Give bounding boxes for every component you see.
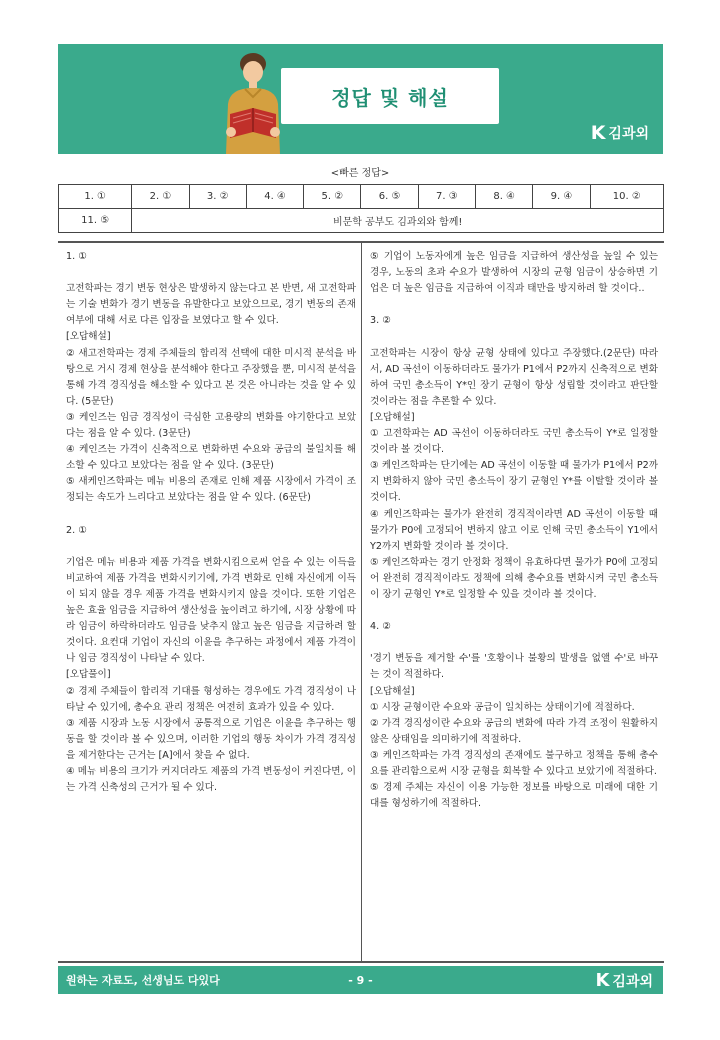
explanation-paragraph: [오답해설]	[66, 331, 111, 343]
answer-cell: 5. ②	[304, 185, 361, 209]
explanation-paragraph: ③ 케인즈학파는 가격 경직성의 존재에도 불구하고 정책을 통해 총수요를 관리함으로써 시장 균형을 회복할 수 있다고 보았기에 적절하다.	[370, 749, 658, 777]
brand-logo	[591, 122, 649, 144]
explanation-paragraph: ⑤ 새케인즈학파는 메뉴 비용의 존재로 인해 제품 시장에서 가격이 조정되는 속도가 느리다고 보았다는 점을 알 수 있다. (6문단)	[66, 476, 356, 504]
explanation-paragraph	[66, 265, 356, 281]
title-box	[281, 68, 499, 124]
answer-cell: 1. ①	[59, 185, 132, 209]
answer-cell: 3. ②	[189, 185, 246, 209]
explanation-paragraph: [오답풀이]	[66, 669, 111, 681]
brand-name: 김과외	[608, 126, 649, 142]
explanation-paragraph: ① 시장 균형이란 수요와 공급이 일치하는 상태이기에 적절하다.	[370, 701, 635, 713]
footer-logo	[595, 970, 653, 991]
explanation-paragraph: ② 가격 경직성이란 수요와 공급의 변화에 따라 가격 조정이 원활하지 않은 상태임을 의미하기에 적절하다.	[370, 717, 658, 745]
explanation-paragraph: ② 새고전학파는 경제 주체들의 합리적 선택에 대한 미시적 분석을 바탕으로 거시 경제 현상을 분석해야 한다고 주장했을 뿐, 미시적 분석을 통해 가격 경직성을 해소할 수 있다고 본 것은 아니라는 것을 알 수 있다. (5문단)	[66, 347, 356, 407]
k-logo-icon: K	[595, 970, 610, 991]
explanation-paragraph: [오답해설]	[370, 411, 415, 423]
answer-cell: 7. ③	[418, 185, 475, 209]
explanation-paragraph: ⑤ 기업이 노동자에게 높은 임금을 지급하여 생산성을 높일 수 있는 경우, 노동의 초과 수요가 발생하여 시장의 균형 임금이 상승하면 기업은 더 높은 임금을 지급하여 이직과 태만을 방지하려 할 것이다..	[370, 251, 658, 295]
footer-slogan: 원하는 자료도, 선생님도 다있다	[66, 974, 220, 987]
explanation-paragraph	[370, 297, 658, 313]
answer-cell: 9. ④	[533, 185, 590, 209]
page-title: 정답 및 해설	[331, 85, 449, 110]
explanation-paragraph	[66, 539, 356, 555]
right-column	[370, 249, 658, 812]
explanation-paragraph: '경기 변동을 제거할 수'를 '호황이나 불황의 발생을 없앨 수'로 바꾸는 것이 적절하다.	[370, 653, 658, 681]
left-column	[66, 249, 356, 796]
column-divider	[361, 243, 362, 961]
answer-row	[59, 209, 664, 233]
explanation-paragraph: [오답해설]	[370, 685, 415, 697]
answer-cell: 11. ⑤	[59, 209, 132, 233]
answer-row	[59, 185, 664, 209]
explanation-paragraph: 4. ②	[370, 621, 391, 633]
promo-note: 비문학 공부도 김과외와 함께!	[132, 209, 664, 233]
explanation-paragraph: ② 경제 주체들이 합리적 기대를 형성하는 경우에도 가격 경직성이 나타날 수 있기에, 총수요 관리 정책은 여전히 효과가 있을 수 있다.	[66, 685, 356, 713]
explanation-paragraph: ③ 제품 시장과 노동 시장에서 공통적으로 기업은 이윤을 추구하는 행동을 할 것이라 볼 수 있으며, 이러한 기업의 행동 차이가 가격 경직성을 제거한다는 근거는 [A]에서 찾을 수 없다.	[66, 717, 356, 761]
explanation-paragraph: ③ 케인즈학파는 단기에는 AD 곡선이 이동할 때 물가가 P1에서 P2까지 변화하지 않아 국민 총소득이 장기 균형인 Y*를 이탈할 것이라 볼 것이다.	[370, 460, 658, 504]
page-number: - 9 -	[348, 973, 373, 987]
footer-bar	[58, 966, 663, 994]
quick-answers-table	[58, 184, 664, 233]
explanation-paragraph: 기업은 메뉴 비용과 제품 가격을 변화시킴으로써 얻을 수 있는 이득을 비교하여 제품 가격을 변화시키기에, 가격 변화로 인해 자신에게 이득이 되지 않을 경우 제품 가격을 변화시키지 않을 것이다. 또한 기업은 높은 효율 임금을 지급하여 생산성을 높이려고 하기에, 시장 상황에 따라 임금이 하락하더라도 임금을 낮추지 않고 높은 임금을 지급하려 할 것이다. 요컨대 기업이 자신의 이윤을 추구하는 과정에서 제품 가격이나 임금 경직성이 나타날 수 있다.	[66, 556, 356, 665]
explanation-paragraph: ④ 메뉴 비용의 크기가 커지더라도 제품의 가격 변동성이 커진다면, 이는 가격 신축성의 근거가 될 수 있다.	[66, 766, 356, 794]
answer-cell: 8. ④	[476, 185, 533, 209]
explanation-paragraph	[370, 635, 658, 651]
answer-cell: 4. ④	[246, 185, 303, 209]
explanation-paragraph: ③ 케인즈는 임금 경직성이 극심한 고용량의 변화를 야기한다고 보았다는 점을 알 수 있다. (3문단)	[66, 411, 356, 440]
explanation-paragraph: ④ 케인즈는 가격이 신축적으로 변화하면 수요와 공급의 불일치를 해소할 수 있다고 보았다는 점을 알 수 있다. (3문단)	[66, 444, 356, 472]
explanation-paragraph: ⑤ 케인즈학파는 경기 안정화 정책이 유효하다면 물가가 P0에 고정되어 완전히 경직적이라도 정책에 의해 총수요를 변화시켜 국민 총소득이 장기 균형인 Y*로 일정할 수 있을 것이라 볼 것이다.	[370, 556, 658, 600]
explanation-paragraph	[370, 603, 658, 619]
explanation-paragraph: 고전학파는 경기 변동 현상은 발생하지 않는다고 본 반면, 새 고전학파는 기술 변화가 경기 변동을 유발한다고 보았으므로, 경기 변동의 존재 여부에 대해 서로 다른 입장을 보였다고 할 수 있다.	[66, 283, 356, 327]
explanation-paragraph: 1. ①	[66, 251, 87, 262]
answer-cell: 6. ⑤	[361, 185, 418, 209]
footer-brand-name: 김과외	[612, 973, 653, 990]
answer-cell: 2. ①	[132, 185, 189, 209]
explanation-paragraph: 고전학파는 시장이 항상 균형 상태에 있다고 주장했다.(2문단) 따라서, AD 곡선이 이동하더라도 물가가 P1에서 P2까지 신축적으로 변화하여 국민 총소득이 Y*인 장기 균형이 항상 성립할 것이라고 판단할 것이라는 점을 추론할 수 있다.	[370, 347, 658, 407]
explanation-paragraph: ④ 케인즈학파는 물가가 완전히 경직적이라면 AD 곡선이 이동할 때 물가가 P0에 고정되어 변하지 않고 이로 인해 국민 총소득이 Y1에서 Y2까지 변화할 것이라 볼 것이다.	[370, 508, 658, 552]
explanation-paragraph: 3. ②	[370, 315, 391, 327]
header-banner	[58, 44, 663, 154]
answer-cell: 10. ②	[590, 185, 663, 209]
k-logo-icon: K	[590, 122, 606, 144]
explanation-paragraph	[370, 329, 658, 345]
explanation-paragraph: 2. ①	[66, 524, 87, 536]
explanation-paragraph: ⑤ 경제 주체는 자신이 이용 가능한 정보를 바탕으로 미래에 대한 기대를 형성하기에 적절하다.	[370, 782, 658, 810]
explanation-paragraph: ① 고전학파는 AD 곡선이 이동하더라도 국민 총소득이 Y*로 일정할 것이라 볼 것이다.	[370, 428, 658, 456]
explanation-paragraph	[66, 507, 356, 523]
quick-answers-title: <빠른 정답>	[330, 168, 390, 179]
explanation-section	[58, 241, 664, 963]
